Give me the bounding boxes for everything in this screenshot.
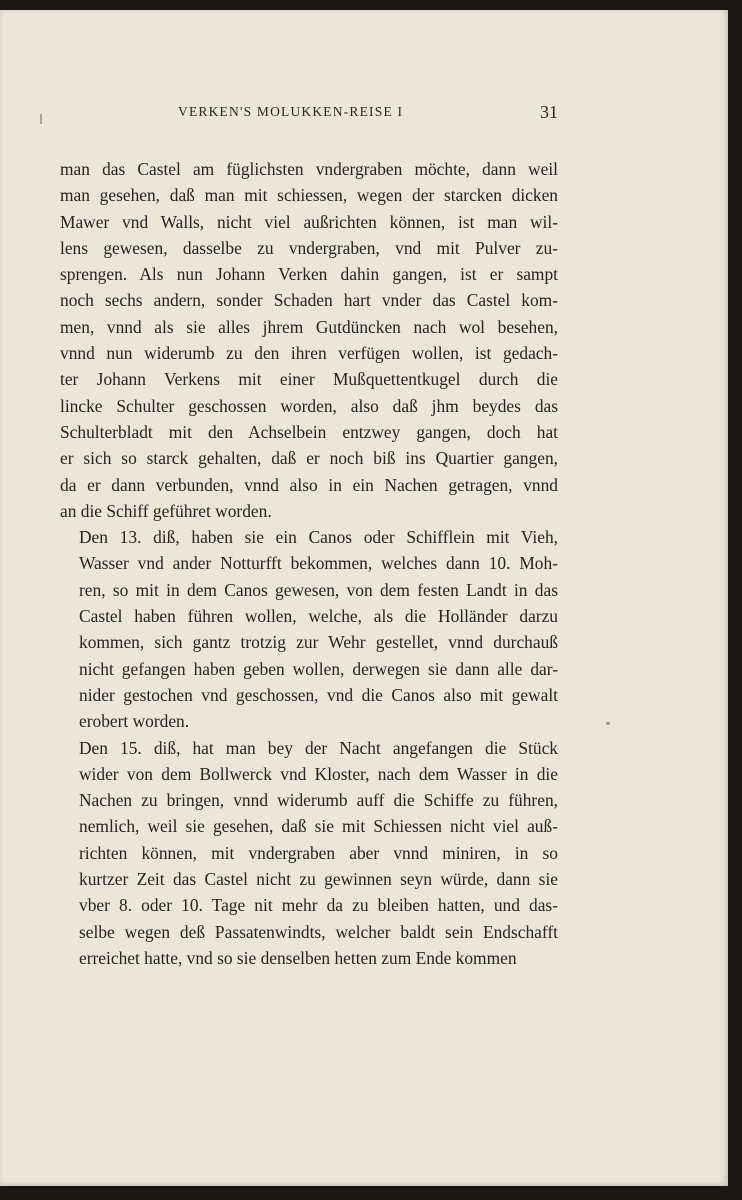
- text-line: Wasser vnd ander Notturfft bekommen, welches dann 10. Moh-: [79, 553, 558, 574]
- text-line: richten können, mit vndergraben aber vnnd miniren, in so: [79, 842, 558, 863]
- text-line: kurtzer Zeit das Castel nicht zu gewinnen seyn würde, dann sie: [79, 869, 558, 890]
- text-line: erreichet hatte, vnd so sie denselben hetten zum Ende kommen: [79, 947, 517, 968]
- text-line: man das Castel am füglichsten vndergraben möchte, dann weil: [60, 159, 558, 179]
- text-line: er sich so starck gehalten, daß er noch biß ins Quartier gangen,: [60, 448, 558, 469]
- text-line: vber 8. oder 10. Tage nit mehr da zu bleiben hatten, und das-: [79, 895, 558, 916]
- body-text: [60, 156, 558, 971]
- text-line: ter Johann Verkens mit einer Mußquettentkugel durch die: [60, 369, 558, 390]
- text-line: nider gestochen vnd geschossen, vnd die Canos also mit gewalt: [79, 684, 558, 705]
- text-line: noch sechs andern, sonder Schaden hart vnder das Castel kom-: [60, 290, 558, 311]
- text-line: lincke Schulter geschossen worden, also daß jhm beydes das: [60, 395, 558, 416]
- paragraph: [60, 156, 558, 524]
- text-line: Mawer vnd Walls, nicht viel außrichten können, ist man wil-: [60, 211, 558, 232]
- text-line: wider von dem Bollwerck vnd Kloster, nach dem Wasser in die: [79, 763, 558, 784]
- paragraph: [60, 524, 558, 734]
- text-line: Den 13. diß, haben sie ein Canos oder Schifflein mit Vieh,: [79, 527, 558, 548]
- text-line: an die Schiff geführet worden.: [60, 500, 272, 521]
- text-line: man gesehen, daß man mit schiessen, wegen der starcken dicken: [60, 185, 558, 206]
- book-page: [0, 10, 728, 1186]
- text-line: ren, so mit in dem Canos gewesen, von dem festen Landt in das: [79, 579, 558, 600]
- text-line: selbe wegen deß Passatenwindts, welcher baldt sein Endschafft: [79, 921, 558, 942]
- paragraph: [60, 735, 558, 972]
- margin-mark: [606, 722, 610, 725]
- running-title: VERKEN'S MOLUKKEN-REISE I: [178, 104, 404, 119]
- text-line: nemlich, weil sie gesehen, daß sie mit Schiessen nicht viel auß-: [79, 816, 558, 837]
- edge-mark: [40, 114, 42, 124]
- text-line: Schulterbladt mit den Achselbein entzwey gangen, doch hat: [60, 421, 558, 442]
- page-header: [60, 102, 558, 132]
- text-line: Den 15. diß, hat man bey der Nacht angefangen die Stück: [79, 737, 558, 758]
- page-number: 31: [540, 102, 558, 122]
- text-line: lens gewesen, dasselbe zu vndergraben, vnd mit Pulver zu-: [60, 237, 558, 258]
- text-line: Castel haben führen wollen, welche, als die Holländer darzu: [79, 606, 558, 627]
- text-line: kommen, sich gantz trotzig zur Wehr gestellet, vnnd durchauß: [79, 632, 558, 653]
- text-line: men, vnnd als sie alles jhrem Gutdüncken nach wol besehen,: [60, 316, 558, 337]
- text-line: vnnd nun widerumb zu den ihren verfügen wollen, ist gedach-: [60, 343, 558, 364]
- text-line: erobert worden.: [79, 711, 190, 732]
- text-line: nicht gefangen haben geben wollen, derwegen sie dann alle dar-: [79, 658, 558, 679]
- text-line: sprengen. Als nun Johann Verken dahin gangen, ist er sampt: [60, 264, 558, 285]
- text-line: Nachen zu bringen, vnnd widerumb auff die Schiffe zu führen,: [79, 790, 558, 811]
- text-line: da er dann verbunden, vnnd also in ein Nachen getragen, vnnd: [60, 474, 558, 495]
